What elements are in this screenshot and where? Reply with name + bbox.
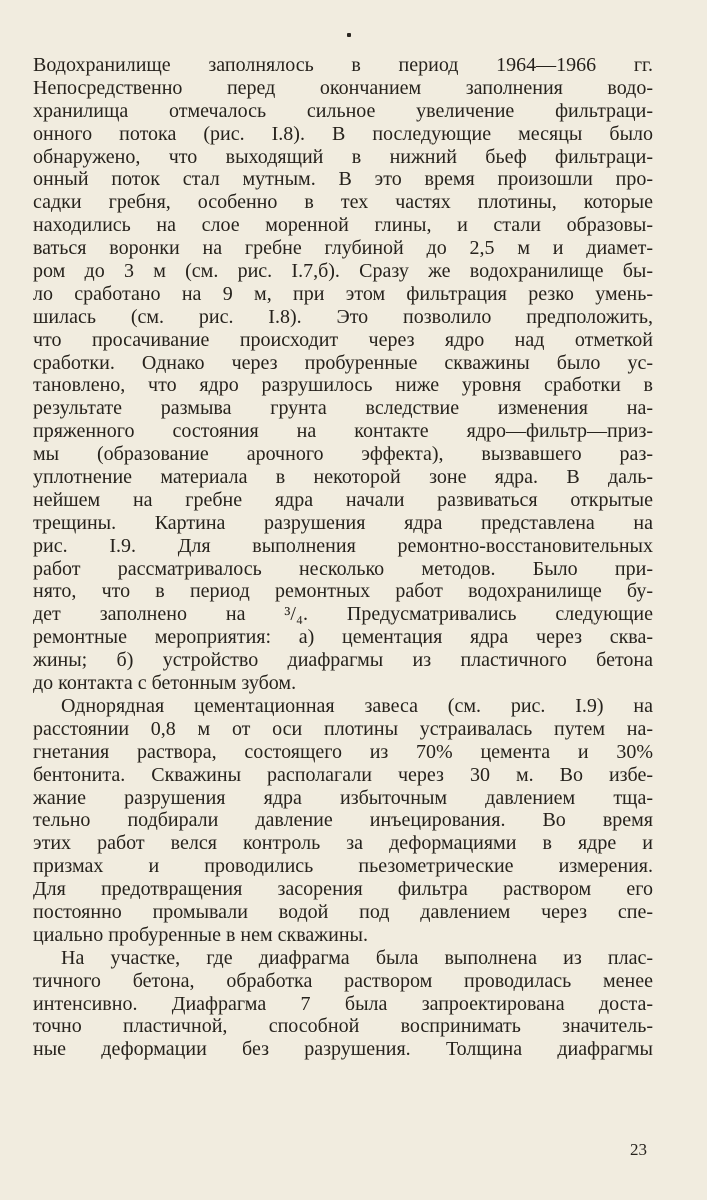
text-line: результате размыва грунта вследствие изменения на- <box>33 397 653 420</box>
text-line: расстоянии 0,8 м от оси плотины устраивалась путем на- <box>33 717 653 740</box>
text-line: гнетания раствора, состоящего из 70% цемента и 30% <box>33 740 653 763</box>
text-line: что просачивание происходит через ядро над отметкой <box>33 328 653 351</box>
text-line: бентонита. Скважины располагали через 30 м. Во избе- <box>33 763 653 786</box>
text-line: тановлено, что ядро разрушилось ниже уровня сработки в <box>33 374 653 397</box>
text-line: жание разрушения ядра избыточным давлением тща- <box>33 786 653 809</box>
text-line: работ рассматривалось несколько методов. Было при- <box>33 557 653 580</box>
text-line: жины; б) устройство диафрагмы из пластичного бетона <box>33 649 653 672</box>
text-line: нейшем на гребне ядра начали развиваться открытые <box>33 488 653 511</box>
text-line: На участке, где диафрагма была выполнена из плас- <box>61 946 653 969</box>
text-line: ваться воронки на гребне глубиной до 2,5 м и диамет- <box>33 237 653 260</box>
text-line: садки гребня, особенно в тех частях плотины, которые <box>33 191 653 214</box>
text-line: Для предотвращения засорения фильтра раствором его <box>33 878 653 901</box>
page-number: 23 <box>630 1140 647 1159</box>
text-line: дет заполнено на ³/₄. Предусматривались следующие <box>33 603 653 626</box>
text-line: ло сработано на 9 м, при этом фильтрация резко умень- <box>33 282 653 305</box>
text-line: Непосредственно перед окончанием заполнения водо- <box>33 76 653 99</box>
text-line: рис. I.9. Для выполнения ремонтно-восстановительных <box>33 534 653 557</box>
text-line: Водохранилище заполнялось в период 1964—1966 гг. <box>33 54 653 76</box>
text-line: онного потока (рис. I.8). В последующие месяцы было <box>33 122 653 145</box>
text-line: ром до 3 м (см. рис. I.7,б). Сразу же водохранилище бы- <box>33 260 653 283</box>
text-line: интенсивно. Диафрагма 7 была запроектирована доста- <box>33 992 653 1015</box>
text-line: находились на слое моренной глины, и стали образовы- <box>33 214 653 237</box>
text-line: точно пластичной, способной воспринимать значитель- <box>33 1015 653 1038</box>
text-line: тичного бетона, обработка раствором проводилась менее <box>33 969 653 992</box>
text-line: до контакта с бетонным зубом. <box>33 672 297 695</box>
text-line: уплотнение материала в некоторой зоне ядра. В даль- <box>33 466 653 489</box>
text-line: пряженного состояния на контакте ядро—фильтр—приз- <box>33 420 653 443</box>
text-line: постоянно промывали водой под давлением через спе- <box>33 900 653 923</box>
text-line: ремонтные мероприятия: а) цементация ядра через сква- <box>33 626 653 649</box>
text-line: этих работ велся контроль за деформациями в ядре и <box>33 832 653 855</box>
text-line: ные деформации без разрушения. Толщина диафрагмы <box>33 1038 653 1061</box>
text-line: призмах и проводились пьезометрические измерения. <box>33 855 653 878</box>
text-line: тельно подбирали давление инъецирования. Во время <box>33 809 653 832</box>
text-line: хранилища отмечалось сильное увеличение фильтраци- <box>33 99 653 122</box>
text-line: шилась (см. рис. I.8). Это позволило предположить, <box>33 305 653 328</box>
text-line: трещины. Картина разрушения ядра представлена на <box>33 511 653 534</box>
printer-mark <box>347 33 351 37</box>
text-line: нято, что в период ремонтных работ водохранилище бу- <box>33 580 653 603</box>
text-line: Однорядная цементационная завеса (см. рис. I.9) на <box>61 694 653 717</box>
text-line: циально пробуренные в нем скважины. <box>33 923 368 946</box>
text-line: онный поток стал мутным. В это время произошли про- <box>33 168 653 191</box>
text-line: обнаружено, что выходящий в нижний бьеф фильтраци- <box>33 145 653 168</box>
text-line: сработки. Однако через пробуренные скважины было ус- <box>33 351 653 374</box>
text-line: мы (образование арочного эффекта), вызвавшего раз- <box>33 443 653 466</box>
body-text <box>33 54 653 1061</box>
